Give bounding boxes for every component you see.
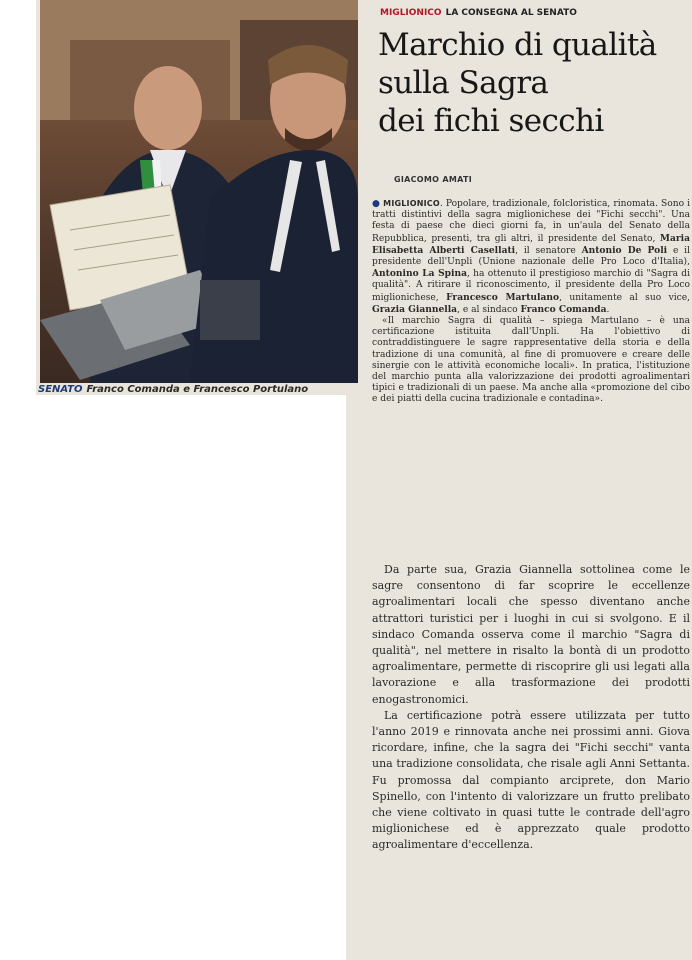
photo-illustration: [40, 0, 358, 383]
article-body-bottom: [372, 562, 690, 854]
headline-line-2: sulla Sagra: [378, 65, 549, 101]
caption-lead: SENATO: [38, 384, 83, 395]
article-photo: [40, 0, 358, 383]
p1-text-6: , e al sindaco: [457, 304, 521, 315]
paragraph-3: Da parte sua, Grazia Giannella sottolinea come le sagre consentono di far scoprire le eccellenze agroalimentari locali che spesso diventano anche attrattori turistici per i luoghi in cui si svolgono. E il sindaco Comanda osserva come il marchio "Sagra di qualità", nel mettere in risalto la bontà di un prodotto agroalimentare, permette di riscoprire gli usi legati alla lavorazione e alla trasformazione dei prodotti enogastronomici.: [372, 563, 690, 706]
p1-name-1: Maria Elisabetta Alberti Casellati: [372, 232, 690, 256]
caption-names: Franco Comanda e Francesco Portulano: [86, 384, 309, 395]
p1-text-3: e il presidente dell'Unpli (Unione nazionale delle Pro Loco d'Italia),: [372, 245, 690, 268]
article-body-top: [372, 198, 690, 406]
p1-name-4: Francesco Martulano: [446, 291, 560, 303]
kicker: [380, 8, 577, 18]
p1-name-5: Grazia Giannella: [372, 303, 458, 315]
p1-text-1: . Popolare, tradizionale, folcloristica, rinomata. Sono i tratti distintivi della sagra miglionichese dei "Fichi secchi". Una festa di paese che dieci giorni fa, in un'aula del Senato della Repubblica, presenti, tra gli altri, il presidente del Senato,: [372, 199, 691, 244]
paragraph-1: [372, 198, 690, 316]
p1-text-7: .: [606, 304, 610, 315]
headline-line-3: dei fichi secchi: [378, 103, 604, 139]
p1-name-2: Antonio De Poli: [581, 244, 668, 256]
bullet-icon: ●: [372, 199, 384, 209]
photo-caption: [38, 384, 354, 398]
p1-text-5: , unitamente al suo vice,: [559, 292, 691, 303]
paragraph-2: «Il marchio Sagra di qualità – spiega Martulano – è una certificazione istituita dall'Unpli. Ha l'obiettivo di contraddistinguere le sagre rappresentative della storia e della tradizione di una comunità, al fine di promuovere e creare delle sinergie con le attività economiche locali». In pratica, l'istituzione del marchio punta alla valorizzazione dei prodotti agroalimentari tipici e tradizionali di un paese. Ma anche alla «promozione del cibo e dei piatti della cucina tradizionale e contadina».: [372, 316, 690, 405]
dateline: MIGLIONICO: [383, 199, 440, 208]
p1-text-2: , il senatore: [515, 245, 582, 256]
paragraph-4: La certificazione potrà essere utilizzata per tutto l'anno 2019 e rinnovata anche nei prossimi anni. Giova ricordare, infine, che la sagra dei "Fichi secchi" vanta una tradizione consolidata, che risale agli Anni Settanta. Fu promossa dal compianto arciprete, don Mario Spinello, con l'intento di valorizzare un frutto prelibato che viene coltivato in quasi tutte le contrade dell'agro miglionichese ed è apprezzato quale prodotto agroalimentare d'eccellenza.: [372, 708, 690, 852]
headline: [378, 26, 678, 140]
p1-name-3: Antonino La Spina: [372, 268, 467, 280]
p1-text-4: , ha ottenuto il prestigioso marchio di "Sagra di qualità". A ritirare il riconoscimento, il presidente della Pro Loco miglionichese,: [372, 269, 690, 303]
kicker-place: MIGLIONICO: [380, 8, 442, 18]
headline-line-1: Marchio di qualità: [378, 27, 657, 63]
byline: GIACOMO AMATI: [394, 175, 473, 184]
kicker-topic: LA CONSEGNA AL SENATO: [445, 8, 577, 18]
p1-name-6: Franco Comanda: [520, 303, 607, 315]
